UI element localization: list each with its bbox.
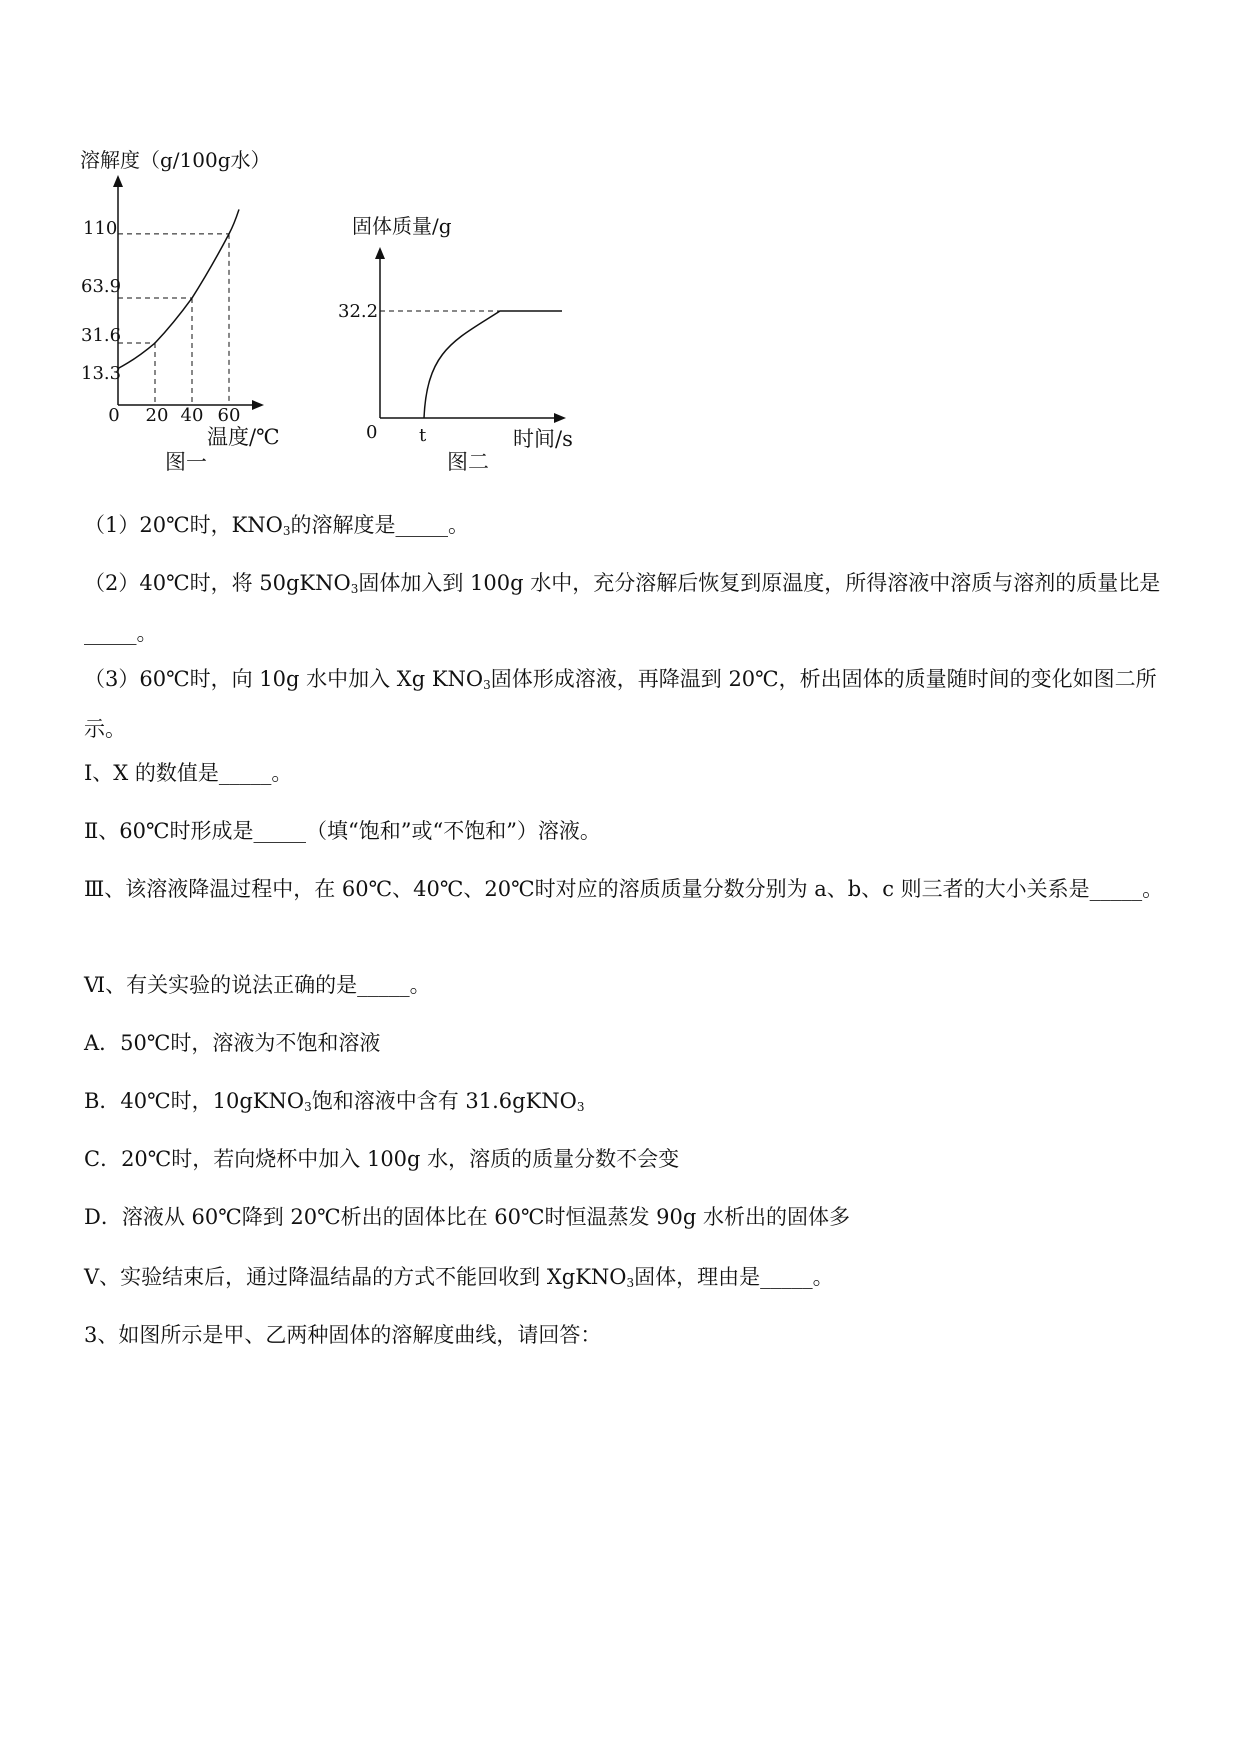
fig1-ytick-110: 110: [83, 218, 118, 239]
fig1-origin: 0: [108, 405, 120, 426]
fig2-xlabel: 时间/s: [513, 427, 573, 451]
solubility-chart: [70, 148, 330, 540]
option-a: A．50℃时，溶液为不饱和溶液: [84, 1031, 381, 1055]
fig2-y-arrow: [375, 247, 385, 259]
fig1-xtick-60: 60: [217, 405, 241, 426]
fig1-xtick-40: 40: [180, 405, 204, 426]
question-2: （2）40℃时，将 50gKNO$_3$固体加入到 100g 水中，充分溶解后恢复到原温度，所得溶液中溶质与溶剂的质量比是_____。: [84, 571, 1161, 645]
fig1-ylabel: 溶解度（g/100g水）: [80, 148, 271, 172]
fig2-ylabel: 固体质量/g: [352, 214, 452, 238]
solubility-curve: [118, 209, 239, 368]
fig1-ytick-31-6: 31.6: [81, 325, 122, 346]
option-c: C．20℃时，若向烧杯中加入 100g 水，溶质的质量分数不会变: [84, 1147, 680, 1171]
fig2-curve: [424, 311, 562, 418]
sub-question-v: Ⅴ、实验结束后，通过降温结晶的方式不能回收到 XgKNO$_3$固体，理由是_____。: [84, 1265, 834, 1290]
fig2-caption: 图二: [447, 450, 489, 474]
sub-question-vi: Ⅵ、有关实验的说法正确的是_____。: [84, 973, 431, 997]
fig2-xtick-t: t: [419, 425, 427, 446]
sub-question-iii: Ⅲ、该溶液降温过程中，在 60℃、40℃、20℃时对应的溶质质量分数分别为 a、b、c 则三者的大小关系是_____。: [84, 877, 1164, 901]
question-1: （1）20℃时，$KNO_3$的溶解度是_____。: [84, 513, 469, 538]
sub-question-i: Ⅰ、X 的数值是_____。: [84, 761, 293, 785]
fig1-x-arrow: [252, 400, 264, 410]
fig1-caption: 图一: [165, 450, 207, 474]
sub-question-ii: Ⅱ、60℃时形成是_____（填“饱和”或“不饱和”）溶液。: [84, 819, 601, 843]
fig2-origin: 0: [366, 422, 378, 443]
question-3: （3）60℃时，向 10g 水中加入 Xg $KNO_3$固体形成溶液，再降温到 20℃，析出固体的质量随时间的变化如图二所示。: [84, 667, 1157, 741]
fig1-marks: [118, 209, 239, 405]
option-b: B．40℃时，10gKNO$_3$饱和溶液中含有 31.6gKNO$_3$: [84, 1089, 585, 1114]
question-next: 3、如图所示是甲、乙两种固体的溶解度曲线，请回答：: [84, 1323, 602, 1347]
precipitate-chart: [338, 214, 660, 540]
fig1-ytick-13-3: 13.3: [81, 363, 122, 384]
fig1-y-arrow: [113, 175, 123, 187]
fig2-ytick-32-2: 32.2: [338, 301, 379, 322]
fig1-ytick-63-9: 63.9: [81, 276, 122, 297]
fig2-x-arrow: [554, 413, 566, 423]
option-d: D．溶液从 60℃降到 20℃析出的固体比在 60℃时恒温蒸发 90g 水析出的固体多: [84, 1205, 851, 1229]
fig1-xtick-20: 20: [145, 405, 169, 426]
fig1-xlabel: 温度/℃: [207, 425, 280, 449]
